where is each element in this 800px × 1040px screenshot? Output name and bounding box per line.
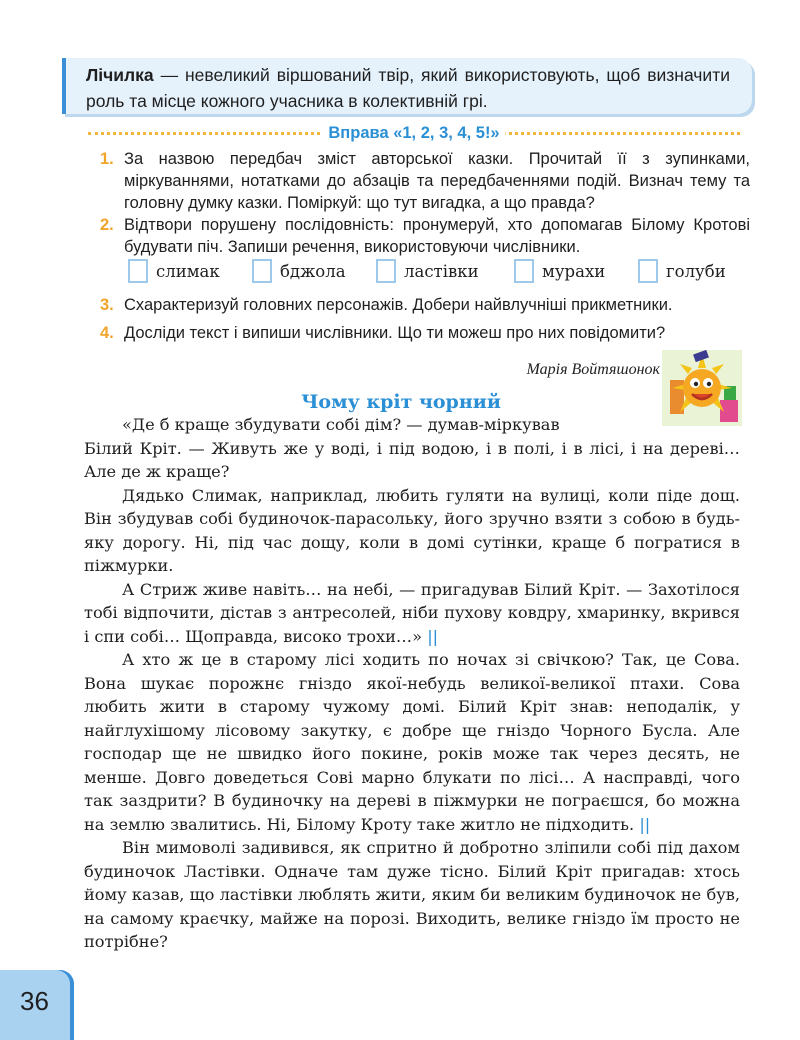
task-number: 1. (100, 150, 114, 168)
task-1 (100, 148, 750, 214)
word-item (376, 259, 479, 283)
story-title: Чому кріт чорний (301, 391, 501, 413)
word-item (252, 259, 346, 283)
task-4 (100, 322, 750, 344)
number-input-box[interactable] (252, 259, 272, 283)
task-text: Досліди текст і випиши числівники. Що ти можеш про них повідомити? (124, 324, 666, 342)
numbering-word-list (128, 259, 744, 289)
story-author: Марія Войтяшонок (526, 361, 660, 378)
word-label: слимак (156, 261, 220, 281)
task-number: 4. (100, 324, 114, 342)
exercise-header (88, 122, 740, 144)
task-text: Відтвори порушену послідовність: пронумеруй, хто допомагав Білому Кротові будувати піч. Запиши речення, використовуючи числівники. (124, 216, 750, 256)
word-label: бджола (280, 261, 346, 281)
story-text (84, 413, 740, 954)
story-paragraph-text: А Стриж живе навіть… на небі, — пригадував Білий Кріт. — Захотілося тобі відпочити, дістав з антресолей, ніби пухову ковдру, хмаринку, вкрився і спи собі… Щоправда, високо трохи…» (84, 579, 740, 646)
story-paragraph: Він мимоволі задивився, як спритно й добротно зліпили собі під дахом будиночок Ластівки. Одначе там дуже тісно. Білий Кріт пригадав: хтось йому казав, що ластівки люблять жити, яким би великим будиночок не був, на самому краєчку, майже на порозі. Виходить, велике гніздо їм просто не потрібне? (84, 838, 740, 951)
task-number: 3. (100, 296, 114, 314)
word-label: мурахи (542, 261, 606, 281)
story-paragraph-text: А хто ж це в старому лісі ходить по ночах зі свічкою? Так, це Сова. Вона шукає порожнє гніздо якої-небудь великої-великої птахи. Сова любить жити в старому чужому домі. Білий Кріт знав: неподалік, у найглухішому лісовому закутку, є добре ще гніздо Чорного Бусла. Але господар ще не швидко його покине, років може так через десять, не менше. Довго доведеться Сові марно блукати по лісі… А насправді, чого так заздрити? В будиночку на дереві в піжмурки не пограєшся, бо можна на землю звалитись. Ні, Білому Кроту таке житло не підходить. (84, 650, 740, 834)
story-paragraph (84, 648, 740, 836)
definition-text (86, 62, 730, 114)
task-2 (100, 214, 750, 258)
number-input-box[interactable] (376, 259, 396, 283)
task-text: Схарактеризуй головних персонажів. Добери найвлучніші прикметники. (124, 296, 673, 314)
word-item (514, 259, 605, 283)
story-paragraph: «Де б краще збудувати собі дім? — думав-міркував (122, 415, 560, 434)
pause-mark: || (639, 814, 651, 834)
word-label: ластівки (404, 261, 479, 281)
number-input-box[interactable] (638, 259, 658, 283)
page-number: 36 (20, 986, 49, 1016)
page-number-tab (0, 970, 74, 1040)
number-input-box[interactable] (514, 259, 534, 283)
word-item (638, 259, 726, 283)
task-text: За назвою передбач зміст авторської казки. Прочитай її з зупинками, міркуваннями, нотатками до абзаців та передбаченнями подій. Визнач тему та головну думку казки. Поміркуй: що тут вигадка, а що правда? (124, 150, 750, 212)
definition-accent-bar (62, 58, 66, 114)
definition-body: — невеликий віршований твір, який використовують, щоб визначити роль та місце кожного учасника в колективній грі. (86, 65, 730, 111)
task-number: 2. (100, 216, 114, 234)
word-item (128, 259, 220, 283)
story-paragraph (84, 578, 740, 649)
pause-mark: || (427, 626, 439, 646)
word-label: голуби (666, 261, 726, 281)
story-paragraph: Дядько Слимак, наприклад, любить гуляти на вулиці, коли піде дощ. Він збудував собі будиночок-парасольку, його зручно взяти з собою в будь-яку дорогу. Ні, під час дощу, коли в домі сутінки, краще б погратися в піжмурки. (84, 485, 740, 575)
definition-term: Лічилка (86, 65, 154, 85)
exercise-title: Вправа «1, 2, 3, 4, 5!» (322, 122, 505, 144)
definition-box (62, 58, 752, 114)
task-3 (100, 294, 750, 316)
number-input-box[interactable] (128, 259, 148, 283)
story-paragraph: Білий Кріт. — Живуть же у воді, і під водою, і в полі, і в лісі, і на дереві… Але де ж краще? (84, 438, 740, 481)
